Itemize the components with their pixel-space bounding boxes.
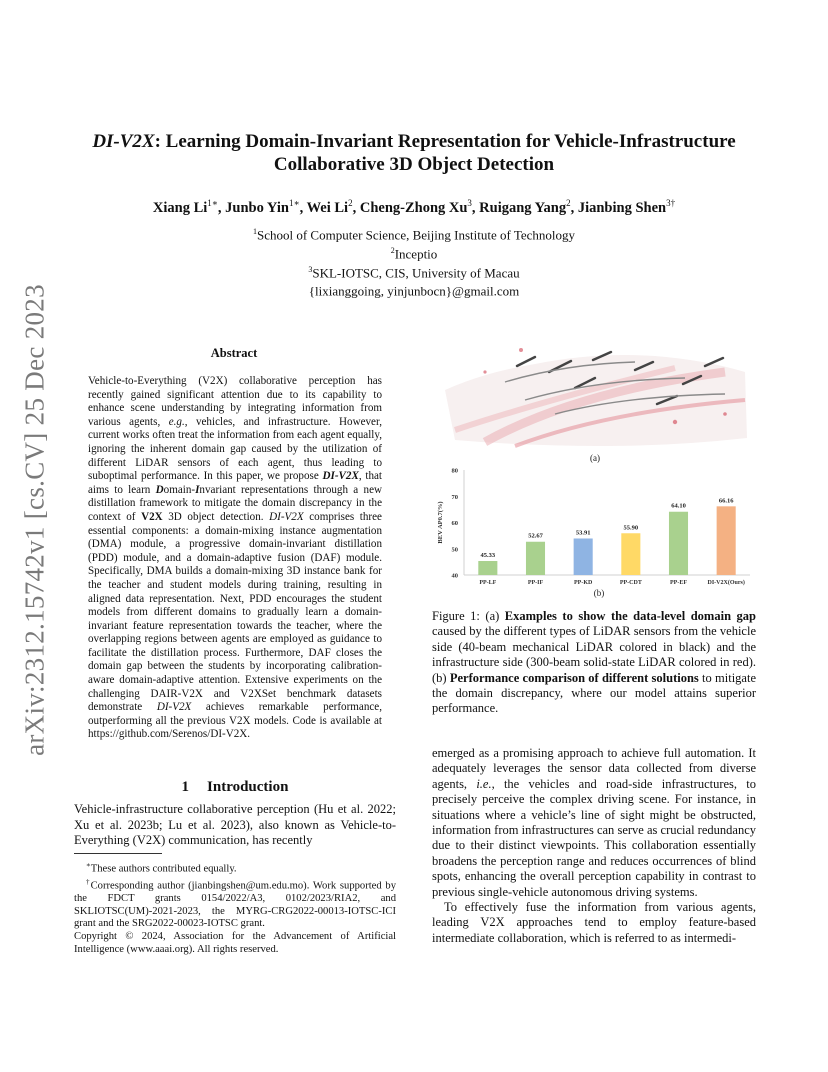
bar-pp-ef xyxy=(669,512,688,575)
footnote-equal-contribution: ∗These authors contributed equally. xyxy=(86,861,237,875)
author-name: Ruigang Yang xyxy=(479,199,567,216)
y-tick-label: 60 xyxy=(451,520,458,527)
y-tick-label: 70 xyxy=(451,493,458,501)
affiliation-line: {lixianggoing, yinjunbocn}@gmail.com xyxy=(308,283,520,299)
author-affiliation-mark: 1∗ xyxy=(207,198,218,208)
right-column-text xyxy=(432,746,756,946)
author-affiliation-mark: 3† xyxy=(666,198,676,208)
bar-value-label: 64.10 xyxy=(671,502,686,510)
copyright-notice: Copyright © 2024, Association for the Advancement of Artificial Intelligence (www.aaai.org). All rights reserved. xyxy=(74,931,396,955)
author-affiliation-mark: 2 xyxy=(348,198,353,208)
bar-value-label: 53.91 xyxy=(575,529,591,537)
bar-di-v2x-ours- xyxy=(717,506,736,575)
footnotes xyxy=(74,859,396,956)
author-name: Jianbing Shen xyxy=(577,199,667,216)
author-affiliation-mark: 1∗ xyxy=(288,198,300,208)
bar-value-label: 52.67 xyxy=(528,532,543,540)
title-model-name: DI-V2X xyxy=(92,131,155,152)
author-list: Xiang $Li^{1∗}$, Junbo Yin$^{1∗}$, Wei Li$^2$, Cheng-Zhong Xu$^3$, Ruigang Yang$^2$, Jianbing Shen$^{3\dagger}$ xyxy=(152,198,676,216)
figure-caption: Figure 1: (a) Examples to show the data-level domain gap caused by the different types of LiDAR sensors from the vehicle side (40-beam mechanical LiDAR colored in black) and the infrastructure side (300-beam solid-state LiDAR colored in red). (b) Performance comparison of different solutions to mitigate the domain discrepancy, where our model attains superior performance. xyxy=(432,609,757,716)
affiliations xyxy=(70,224,758,299)
abstract-text: Vehicle-to-Everything (V2X) collaborative perception has recently gained significant attention due to its capability to enhance scene understanding by integrating information from various agents, e.g., vehicles, and infrastructure. However, current works often treat the information from each agent equally, ignoring the inherent domain gap caused by the utilization of different LiDAR sensors of each agent, thus leading to suboptimal performance. In this paper, we propose DI-V2X, that aims to learn Domain-Invariant representations through a new distillation framework to mitigate the domain discrepancy in the context of V2X 3D object detection. DI-V2X comprises three essential components: a domain-mixing instance augmentation (DMA) module, a progressive domain-invariant distillation (PDD) module, and a domain-adaptive fusion (DAF) module. Specifically, DMA builds a domain-mixing 3D instance bank for the teacher and student models during training, resulting in aligned data representation. Next, PDD encourages the student models from different domains to gradually learn a domain-invariant feature representation towards the teacher, where the overlapping regions between agents are employed as guidance to facilitate the distillation process. Furthermore, DAF closes the domain gap between the students by incorporating calibration-aware domain-adaptive attention. Extensive experiments on the challenging DAIR-V2X and V2XSet benchmark datasets demonstrate DI-V2X achieves remarkable performance, outperforming all the previous V2X models. Code is available at https://github.com/Serenos/DI-V2X. xyxy=(88,375,383,741)
x-tick-label: PP-EF xyxy=(670,580,687,586)
author-name: Wei Li xyxy=(306,199,349,216)
x-tick-label: PP-IF xyxy=(527,580,544,586)
figure-label-a: (a) xyxy=(590,453,600,463)
affiliation-line: $^1$School of Computer Science, Beijing Institute of Technology xyxy=(252,227,576,243)
author-affiliation-mark: 2 xyxy=(566,198,571,208)
arxiv-identifier: arXiv:2312.15742v1 [cs.CV] 25 Dec 2023 xyxy=(19,284,50,756)
section-heading-introduction: 1 Introduction xyxy=(181,779,289,795)
title-line-1: : Learning Domain-Invariant Representation for Vehicle-Infrastructure xyxy=(154,131,736,152)
x-tick-label: PP-LF xyxy=(479,580,497,586)
x-tick-label: PP-CDT xyxy=(619,580,642,586)
paragraph: emerged as a promising approach to achieve full automation. It adequately leverages the sensor data collected from diverse agents, i.e., the vehicles and road-side infrastructures, to precisely perceive the complex driving scene. For instance, in situations where a vehicle’s line of sight might be obstructed, information from infrastructures can serve as crucial redundancy due to their distinct viewpoints. This collaboration essentially broadens the perception range and reduces occurrences of blind spots, enhancing the overall perception capability in contrast to previous single-vehicle autonomous driving systems. xyxy=(432,746,757,899)
author-name: Xiang Li xyxy=(152,199,208,216)
figure-label-b: (b) xyxy=(593,588,605,598)
paper-title xyxy=(70,130,758,176)
bar-value-label: 66.16 xyxy=(718,497,734,505)
x-tick-label: DI-V2X(Ours) xyxy=(707,580,745,586)
author-name: Cheng-Zhong Xu xyxy=(359,199,468,216)
author-affiliation-mark: 3 xyxy=(467,198,472,208)
bar-value-label: 45.33 xyxy=(480,552,496,560)
performance-bar-chart xyxy=(428,462,758,624)
bar-pp-kd xyxy=(574,538,593,575)
y-tick-label: 50 xyxy=(451,546,458,554)
lidar-point-cloud-figure xyxy=(425,342,755,452)
y-tick-label: 80 xyxy=(451,467,458,475)
bar-pp-cdt xyxy=(621,533,640,575)
y-axis-label: BEV AP0.7(%) xyxy=(437,501,444,544)
affiliation-line: $^2$Inceptio xyxy=(390,245,438,262)
footnote-corresponding-author: †Corresponding author (jianbingshen@um.edu.mo). Work supported by the FDCT grants 0154/2022/A3, 0102/2023/RIA2, and SKLIOTSC(UM)-2021-2023, the MYRG-CRG2022-00013-IOTSC-ICI grant and the SRG2022-00023-IOTSC grant. xyxy=(74,878,397,930)
bar-pp-if xyxy=(526,542,545,575)
y-tick-label: 40 xyxy=(451,572,458,580)
bar-pp-lf xyxy=(478,561,497,575)
paragraph: To effectively fuse the information from various agents, leading V2X approaches tend to employ feature-based intermediate collaboration, which is referred to as intermedi- xyxy=(432,900,756,945)
title-line-2: Collaborative 3D Object Detection xyxy=(273,154,555,175)
introduction-text: Vehicle-infrastructure collaborative perception (Hu et al. 2022; Xu et al. 2023b; Lu et al. 2023), also known as Vehicle-to-Everything (V2X) communication, has recently xyxy=(74,802,396,848)
bar-value-label: 55.90 xyxy=(623,524,639,532)
x-tick-label: PP-KD xyxy=(574,580,593,586)
author-name: Junbo Yin xyxy=(225,199,289,216)
footnote-divider xyxy=(74,853,162,854)
affiliation-line: $^3$SKL-IOTSC, CIS, University of Macau xyxy=(308,264,520,280)
abstract-heading: Abstract xyxy=(210,346,258,360)
